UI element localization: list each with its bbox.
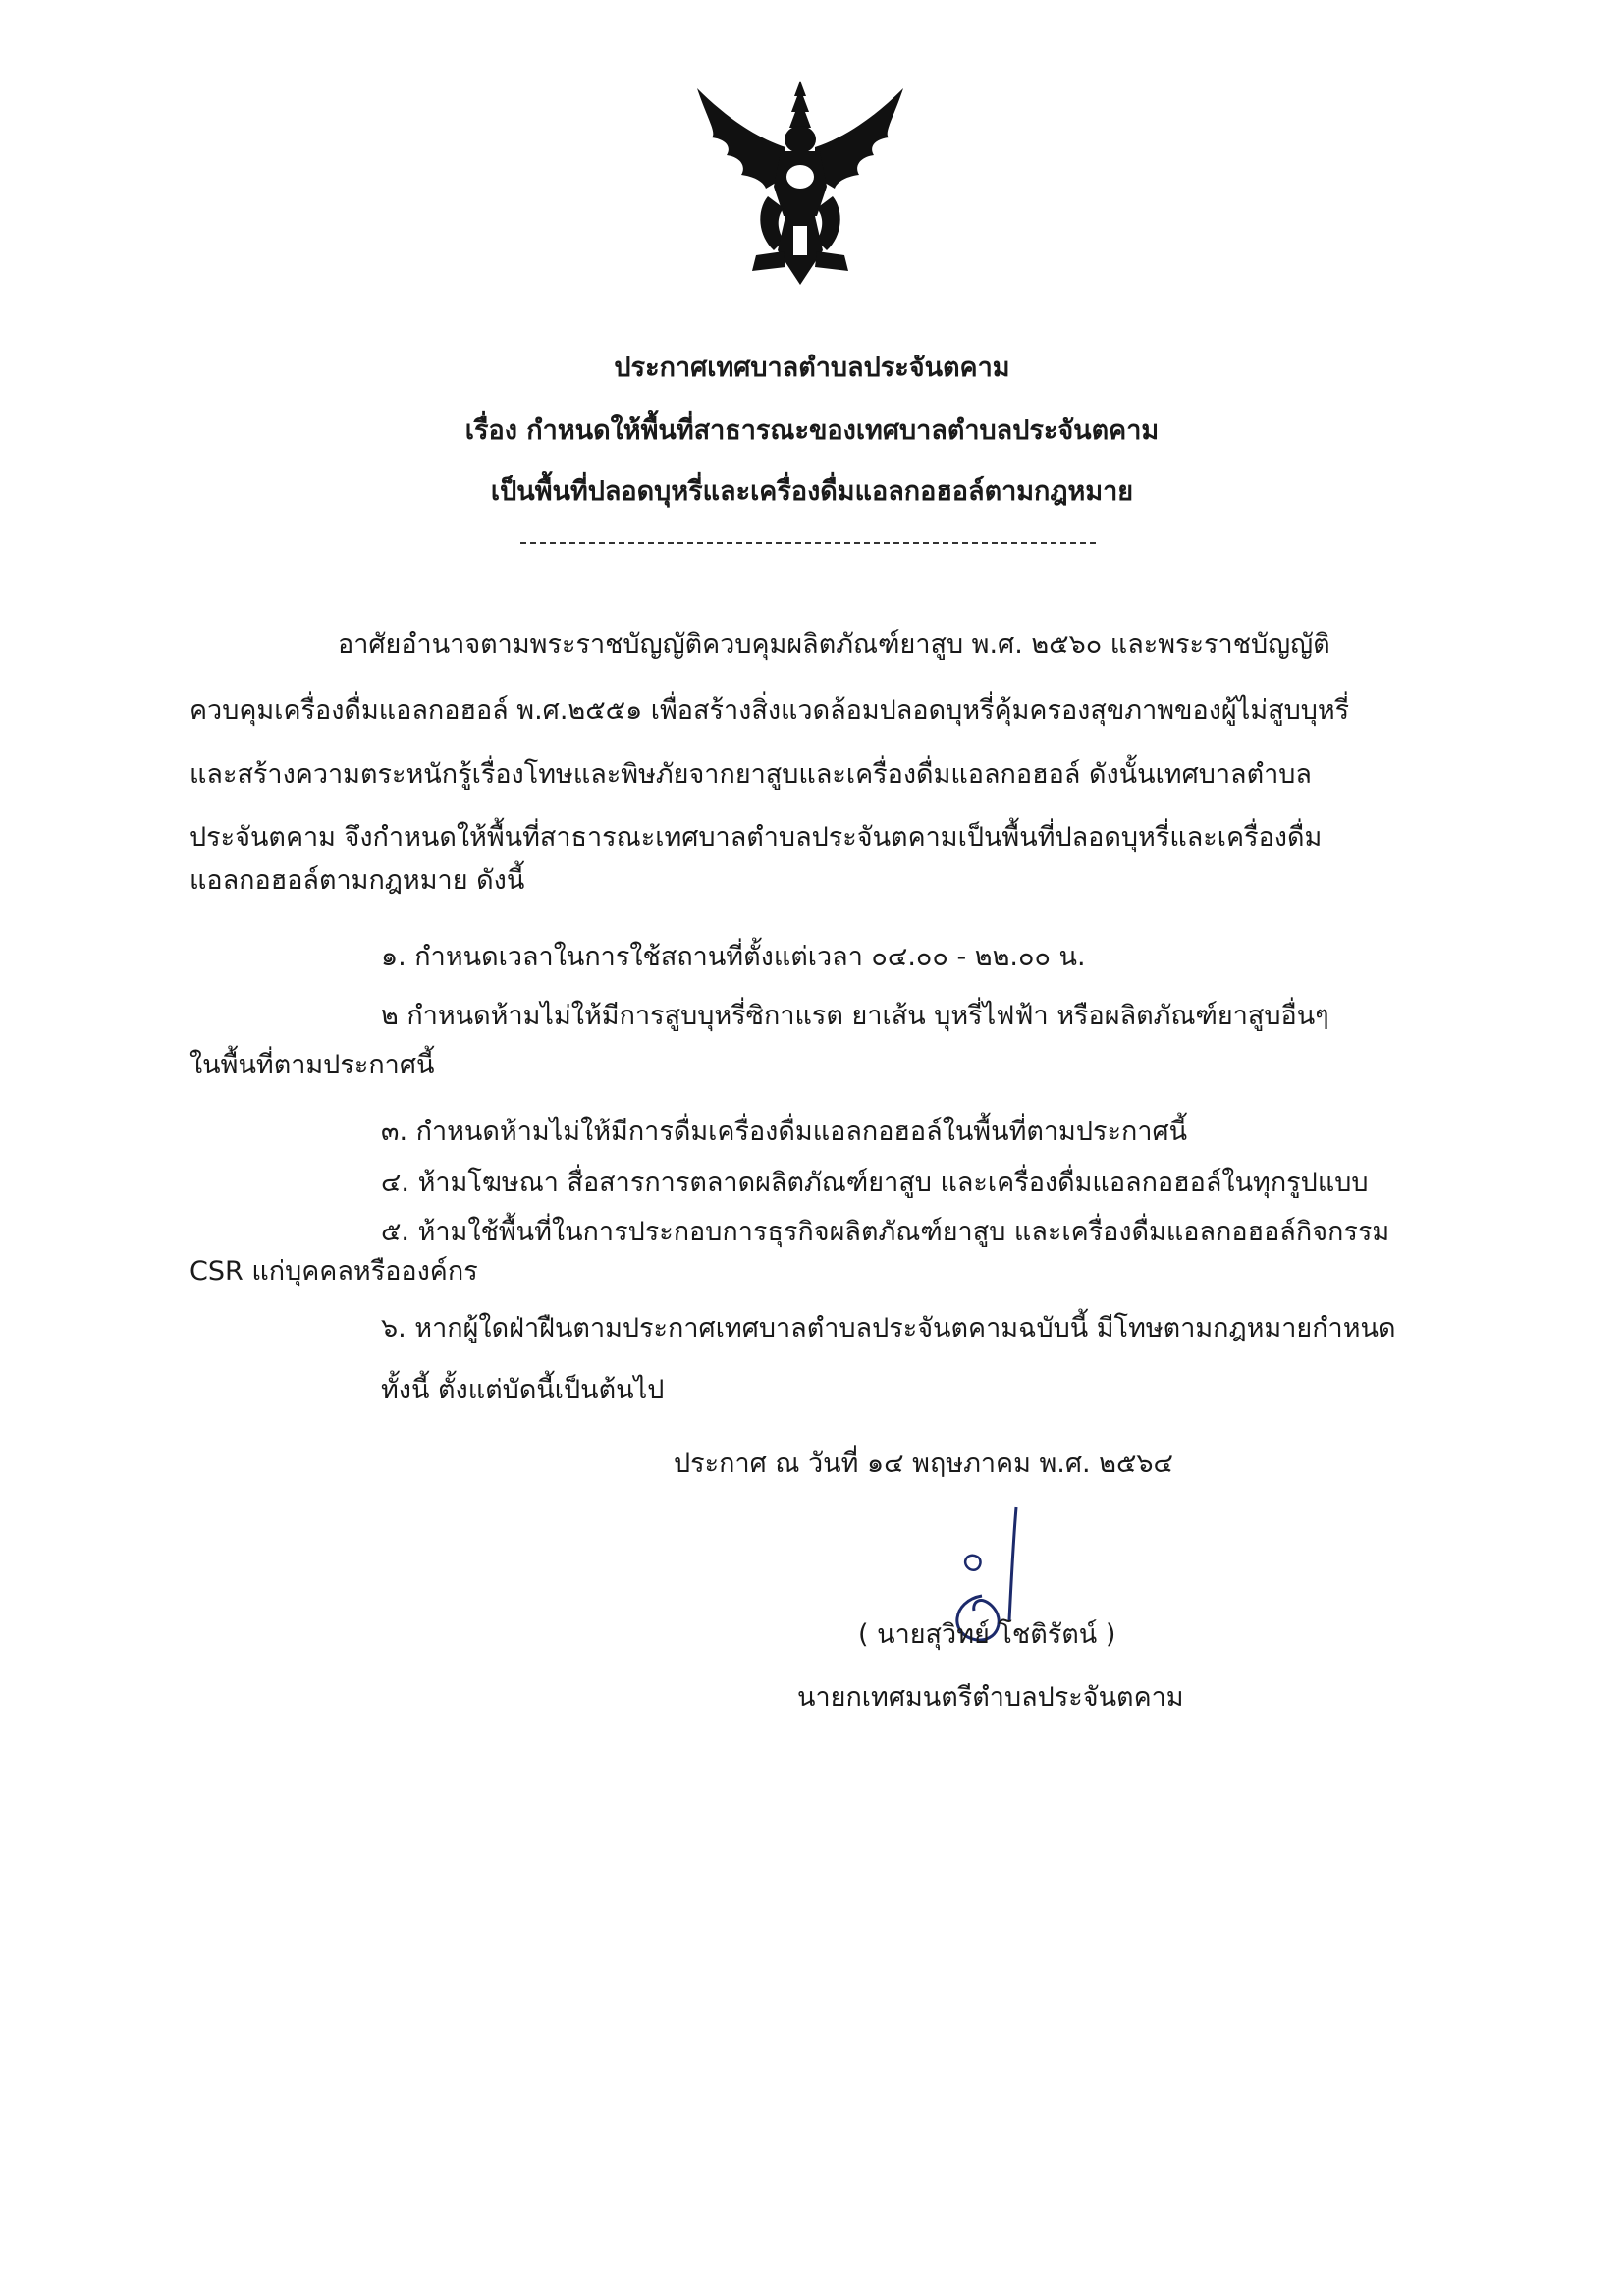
announcement-subject: เรื่อง กำหนดให้พื้นที่สาธารณะของเทศบาลตำบลประจันตคาม [464,415,1160,446]
announcement-title: ประกาศเทศบาลตำบลประจันตคาม [614,353,1010,383]
signatory-name: ( นายสุวิทย์ โชติรัตน์ ) [858,1619,1116,1650]
signatory-position: นายกเทศมนตรีตำบลประจันตคาม [797,1682,1184,1713]
announcement-date: ประกาศ ณ วันที่ ๑๔ พฤษภาคม พ.ศ. ๒๕๖๔ [674,1449,1173,1479]
announcement-subject-continued: เป็นพื้นที่ปลอดบุหรี่และเครื่องดื่มแอลกอฮอล์ตามกฎหมาย [490,476,1134,507]
closing-line: ทั้งนี้ ตั้งแต่บัดนี้เป็นต้นไป [381,1375,665,1405]
rule-item-2-continued: ในพื้นที่ตามประกาศนี้ [189,1050,435,1080]
intro-line: ประจันตคาม จึงกำหนดให้พื้นที่สาธารณะเทศบาลตำบลประจันตคามเป็นพื้นที่ปลอดบุหรี่และเครื่องดื่ม [189,822,1323,852]
rule-item-4: ๔. ห้ามโฆษณา สื่อสารการตลาดผลิตภัณฑ์ยาสูบ และเครื่องดื่มแอลกอฮอล์ในทุกรูปแบบ [381,1168,1369,1198]
intro-line: อาศัยอำนาจตามพระราชบัญญัติควบคุมผลิตภัณฑ์ยาสูบ พ.ศ. ๒๕๖๐ และพระราชบัญญัติ [338,629,1330,660]
rule-item-6: ๖. หากผู้ใดฝ่าฝืนตามประกาศเทศบาลตำบลประจันตคามฉบับนี้ มีโทษตามกฎหมายกำหนด [381,1313,1396,1343]
garuda-emblem-icon [687,79,913,295]
dashed-divider [520,542,1096,544]
rule-item-5-continued: CSR แก่บุคคลหรือองค์กร [189,1256,478,1286]
rule-item-1: ๑. กำหนดเวลาในการใช้สถานที่ตั้งแต่เวลา ๐๔.๐๐ - ๒๒.๐๐ น. [381,942,1086,972]
intro-line: และสร้างความตระหนักรู้เรื่องโทษและพิษภัยจากยาสูบและเครื่องดื่มแอลกอฮอล์ ดังนั้นเทศบาลตำบล [189,759,1312,790]
intro-line: ควบคุมเครื่องดื่มแอลกอฮอล์ พ.ศ.๒๕๕๑ เพื่อสร้างสิ่งแวดล้อมปลอดบุหรี่คุ้มครองสุขภาพของผู้ไม่สูบบุหรี่ [189,695,1350,726]
rule-item-3: ๓. กำหนดห้ามไม่ให้มีการดื่มเครื่องดื่มแอลกอฮอล์ในพื้นที่ตามประกาศนี้ [381,1117,1188,1147]
rule-item-2: ๒ กำหนดห้ามไม่ให้มีการสูบบุหรี่ซิกาแรต ยาเส้น บุหรี่ไฟฟ้า หรือผลิตภัณฑ์ยาสูบอื่นๆ [381,1001,1329,1031]
rule-item-5: ๕. ห้ามใช้พื้นที่ในการประกอบการธุรกิจผลิตภัณฑ์ยาสูบ และเครื่องดื่มแอลกอฮอล์กิจกรรม [381,1217,1390,1247]
intro-line: แอลกอฮอล์ตามกฎหมาย ดังนี้ [189,865,525,896]
